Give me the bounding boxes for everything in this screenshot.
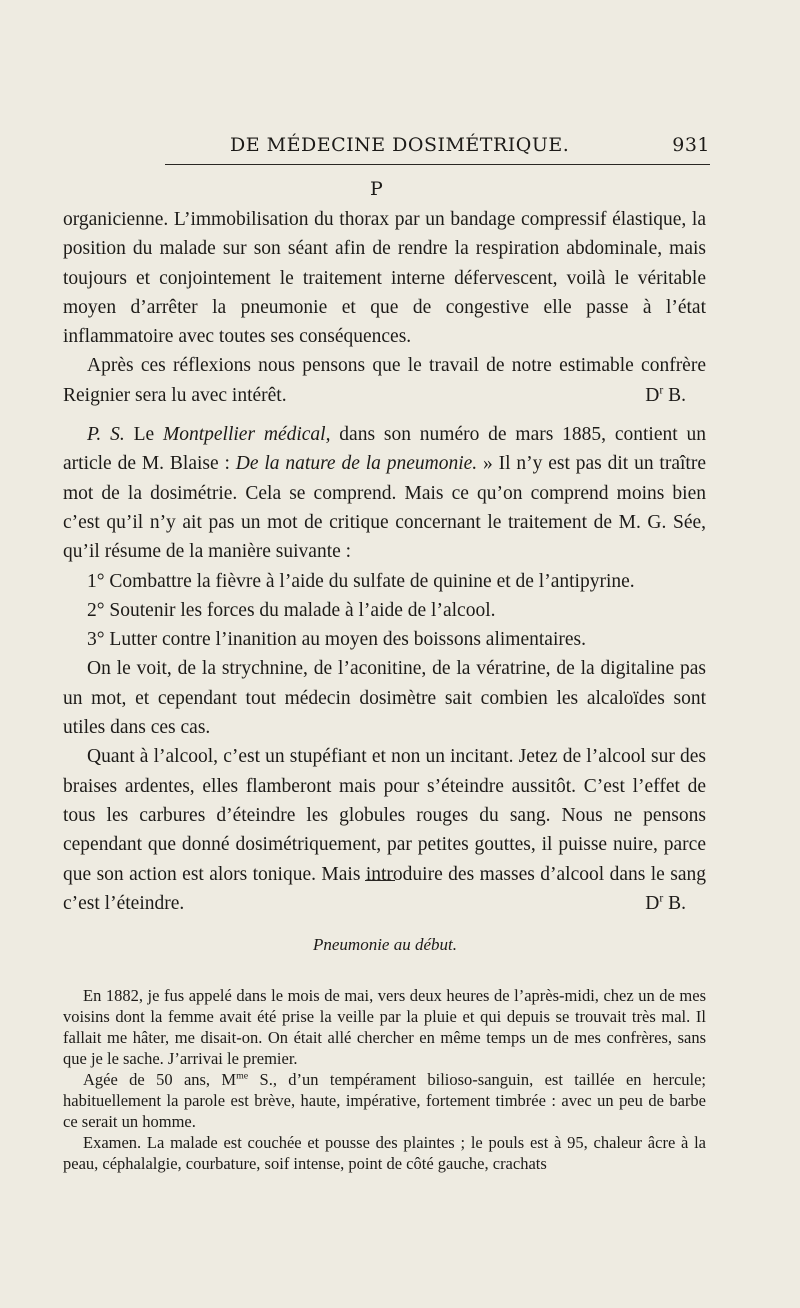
paragraph: En 1882, je fus appelé dans le mois de mai, vers deux heures de l’après-midi, chez un de mes voisins dont la femme avait été prise la veille par la pluie et qui depuis se trouvait très mal. Il fallait me hâter, me disait-on. On était allé chercher en même temps un de mes confrères, sans que je le sache. J’arrivai le premier. [63,986,706,1068]
paragraph: organicienne. L’immobilisation du thorax par un bandage compressif élastique, la position du malade sur son séant afin de rendre la respiration abdominale, mais toujours et conjointement le traitement interne défervescent, voilà le véritable moyen d’arrêter la pneumonie et que de congestive elle passe à l’état inflammatoire avec toutes ses conséquences. [63,209,706,348]
paragraph: Examen. La malade est couchée et pousse des plaintes ; le pouls est à 95, chaleur âcre à la peau, céphalalgie, courbature, soif intense, point de côté gauche, crachats [63,1133,706,1173]
page-number: 931 [672,134,710,156]
list-item: 1° Combattre la fièvre à l’aide du sulfate de quinine et de l’antipyrine. [87,570,635,592]
author-signature: $D^r$ B. [645,891,686,914]
paragraph: On le voit, de la strychnine, de l’aconitine, de la vératrine, de la digitaline pas un mot, et cependant tout médecin dosimètre sait combien les alcaloïdes sont utiles dans ces cas. [63,658,706,739]
paragraph: Après ces réflexions nous pensons que le travail de notre estimable confrère Reignier sera lu avec intérêt. $D^r$ B. [63,351,706,410]
author-signature: $D^r$ B. [645,383,686,406]
section-separator [365,880,395,881]
paragraph: Quant à l’alcool, c’est un stupéfiant et non un incitant. Jetez de l’alcool sur des braises ardentes, elles flamberont mais pour s’éteindre aussitôt. C’est l’effet de tous les carbures d’éteindre les globules rouges du sang. Nous ne pensons cependant que donné dosimétriquement, par petites gouttes, il puisse nuire, parce que son action est alors tonique. Mais introduire des masses d’alcool dans le sang c’est l’éteindre. $D^r$ B. [63,742,706,918]
list-item: 2° Soutenir les forces du malade à l’aide de l’alcool. [87,599,496,621]
signature-mark: P [370,178,383,200]
header-rule [165,164,710,165]
postscript-paragraph: P. S. Le Montpellier médical, dans son numéro de mars 1885, contient un article de M. Blaise : De la nature de la pneumonie. » Il n’y est pas dit un traître mot de la dosimétrie. Cela se comprend. Mais ce qu’on comprend moins bien c’est qu’il n’y ait pas un mot de critique concernant le traitement de M. G. Sée, qu’il résume de la manière suivante : [63,424,706,563]
section-title: Pneumonie au début. [313,935,457,954]
paragraph: Agée de 50 ans, $M^{me}$ S., d’un tempérament bilioso-sanguin, est taillée en hercule; habituellement la parole est brève, haute, impérative, fortement timbrée : avec un peu de barbe ce serait un homme. [63,1070,707,1131]
running-title: DE MÉDECINE DOSIMÉTRIQUE. [230,134,570,156]
main-text [63,205,706,918]
list-item: 3° Lutter contre l’inanition au moyen des boissons alimentaires. [87,629,586,651]
case-report-text [63,985,706,1174]
